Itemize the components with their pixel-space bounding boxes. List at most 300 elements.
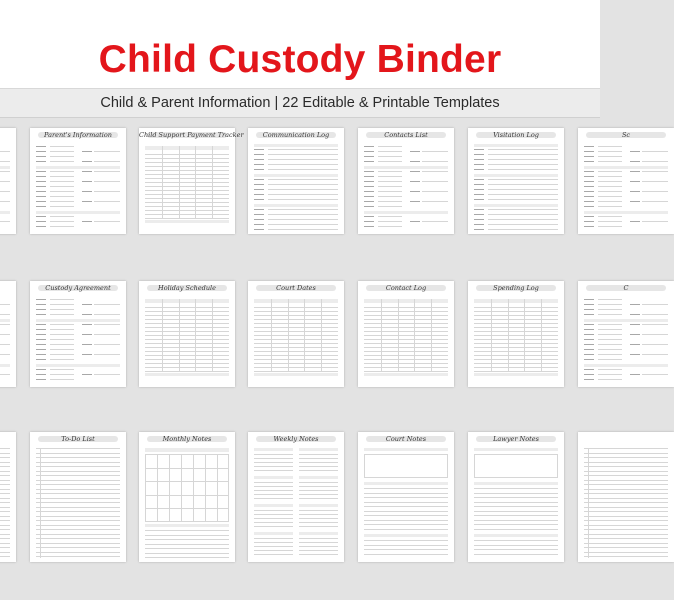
- template-line: [268, 194, 338, 195]
- template-line: [50, 344, 74, 345]
- template-line: [36, 156, 46, 157]
- template-line: [268, 164, 338, 165]
- template-line: [474, 327, 558, 328]
- template-line: [36, 166, 120, 169]
- template-line: [36, 201, 46, 202]
- template-line: [82, 201, 92, 202]
- template-line: [82, 171, 92, 172]
- template-line: [145, 210, 229, 211]
- template-line: [36, 520, 120, 521]
- template-line: [299, 518, 338, 519]
- template-line: [488, 154, 558, 155]
- template-line: [36, 299, 46, 300]
- template-line: [488, 194, 558, 195]
- template-line: [364, 493, 448, 494]
- template-line: [145, 198, 229, 199]
- template-line: [254, 311, 338, 312]
- template-line: [36, 309, 46, 310]
- template-line: [474, 502, 558, 503]
- template-line: [145, 481, 229, 482]
- template-line: [598, 304, 622, 305]
- template-line: [0, 498, 10, 499]
- template-line: [598, 334, 622, 335]
- template-line: [50, 359, 74, 360]
- template-line: [598, 206, 622, 207]
- template-line: [36, 206, 46, 207]
- template-line: [36, 538, 120, 539]
- template-line: [299, 482, 338, 483]
- template-line: [474, 355, 558, 356]
- template-line: [584, 462, 668, 463]
- template-line: [82, 151, 92, 152]
- template-line: [0, 489, 10, 490]
- template-line: [254, 494, 293, 495]
- template-line: [474, 549, 558, 550]
- template-line: [0, 520, 10, 521]
- template-line: [598, 201, 622, 202]
- template-line: [584, 466, 668, 467]
- template-page: [139, 128, 244, 234]
- template-line: [474, 184, 484, 185]
- template-line: [36, 502, 120, 503]
- template-line: [145, 190, 229, 191]
- template-line: [299, 448, 338, 451]
- template-line: [584, 226, 594, 227]
- template-line: [630, 151, 640, 152]
- template-line: [145, 371, 229, 372]
- template-line: [36, 489, 120, 490]
- template-line: [145, 530, 229, 531]
- template-line: [0, 354, 10, 355]
- template-line: [0, 547, 10, 548]
- template-page: [248, 281, 344, 387]
- template-line: [642, 221, 668, 222]
- template-line: [364, 515, 448, 516]
- template-line: [630, 344, 640, 345]
- template-title: Parent's Information: [44, 131, 112, 139]
- template-page: [468, 432, 564, 562]
- template-line: [584, 448, 668, 449]
- template-line: [630, 304, 640, 305]
- template-line: [145, 524, 229, 527]
- template-line: [254, 149, 264, 150]
- template-line: [50, 201, 74, 202]
- template-line: [364, 201, 374, 202]
- template-line: [36, 304, 46, 305]
- template-line: [254, 144, 338, 147]
- template-title: Holiday Schedule: [158, 284, 216, 292]
- template-line: [268, 219, 338, 220]
- template-line: [598, 161, 622, 162]
- template-line: [0, 457, 10, 458]
- template-line: [364, 335, 448, 336]
- template-line: [364, 373, 448, 376]
- template-line: [598, 171, 622, 172]
- template-line: [474, 347, 558, 348]
- template-line: [0, 166, 10, 169]
- template-line: [598, 226, 622, 227]
- template-line: [50, 314, 74, 315]
- template-line: [474, 529, 558, 530]
- template-line: [36, 211, 120, 214]
- template-line: [50, 206, 74, 207]
- template-line: [254, 490, 293, 491]
- template-page: [0, 128, 16, 234]
- template-line: [474, 219, 484, 220]
- template-line: [254, 355, 338, 356]
- template-line: [584, 186, 594, 187]
- template-line: [584, 379, 594, 380]
- template-line: [364, 161, 374, 162]
- template-line: [36, 176, 46, 177]
- template-line: [0, 319, 10, 322]
- template-line: [474, 359, 558, 360]
- template-page: [139, 281, 235, 387]
- template-line: [584, 191, 594, 192]
- template-line: [364, 151, 374, 152]
- template-line: [378, 171, 402, 172]
- template-line: [36, 221, 46, 222]
- template-line: [254, 542, 293, 543]
- template-line: [0, 462, 10, 463]
- template-line: [254, 299, 338, 303]
- template-line: [474, 493, 558, 494]
- template-line: [584, 359, 594, 360]
- template-line: [584, 520, 668, 521]
- template-line: [584, 334, 594, 335]
- template-line: [584, 457, 668, 458]
- template-line: [474, 224, 484, 225]
- template-line: [642, 161, 668, 162]
- template-title: Monthly Notes: [162, 435, 212, 443]
- template-line: [630, 374, 640, 375]
- template-line: [145, 343, 229, 344]
- template-line: [50, 161, 74, 162]
- template-line: [299, 490, 338, 491]
- template-line: [254, 327, 338, 328]
- template-line: [94, 201, 120, 202]
- template-line: [598, 329, 622, 330]
- template-line: [94, 344, 120, 345]
- template-line: [474, 497, 558, 498]
- template-line: [364, 191, 374, 192]
- template-line: [36, 516, 120, 517]
- template-line: [474, 189, 484, 190]
- template-line: [36, 511, 120, 512]
- template-line: [94, 374, 120, 375]
- template-line: [410, 201, 420, 202]
- template-line: [410, 161, 420, 162]
- template-line: [474, 363, 558, 364]
- template-line: [268, 169, 338, 170]
- template-line: [364, 226, 374, 227]
- template-line: [474, 174, 558, 177]
- template-line: [378, 161, 402, 162]
- template-line: [0, 453, 10, 454]
- template-line: [299, 462, 338, 463]
- template-line: [299, 538, 338, 539]
- template-line: [598, 176, 622, 177]
- template-line: [584, 364, 668, 367]
- template-line: [0, 507, 10, 508]
- template-line: [584, 529, 668, 530]
- template-page: [30, 128, 126, 234]
- template-line: [145, 335, 229, 336]
- template-line: [299, 542, 338, 543]
- template-line: [50, 226, 74, 227]
- template-line: [474, 545, 558, 546]
- template-line: [0, 534, 10, 535]
- template-line: [82, 334, 92, 335]
- template-line: [254, 470, 293, 471]
- template-line: [254, 209, 264, 210]
- template-line: [145, 166, 229, 167]
- template-line: [398, 299, 399, 371]
- template-line: [364, 327, 448, 328]
- template-line: [145, 174, 229, 175]
- template-line: [268, 214, 338, 215]
- template-line: [598, 344, 622, 345]
- template-line: [474, 315, 558, 316]
- template-line: [145, 299, 229, 303]
- template-line: [145, 327, 229, 328]
- template-line: [364, 549, 448, 550]
- template-line: [474, 540, 558, 541]
- template-line: [598, 349, 622, 350]
- template-line: [82, 314, 92, 315]
- template-line: [0, 181, 10, 182]
- template-line: [584, 538, 668, 539]
- template-line: [268, 159, 338, 160]
- template-line: [364, 363, 448, 364]
- template-line: [508, 299, 509, 371]
- template-line: [598, 379, 622, 380]
- template-line: [50, 146, 74, 147]
- template-line: [0, 484, 10, 485]
- template-line: [145, 448, 229, 452]
- template-line: [584, 216, 594, 217]
- template-line: [254, 448, 293, 451]
- template-line: [254, 307, 338, 308]
- template-line: [364, 319, 448, 320]
- template-title: Child Support Payment Tracker: [139, 131, 244, 139]
- template-line: [0, 543, 10, 544]
- template-line: [50, 171, 74, 172]
- template-line: [410, 191, 420, 192]
- template-line: [36, 556, 120, 557]
- template-line: [0, 525, 10, 526]
- template-line: [94, 181, 120, 182]
- template-line: [474, 515, 558, 516]
- template-line: [474, 319, 558, 320]
- template-line: [145, 553, 229, 554]
- template-line: [364, 511, 448, 512]
- template-line: [304, 299, 305, 371]
- template-page: [248, 128, 344, 234]
- template-line: [584, 547, 668, 548]
- template-line: [410, 221, 420, 222]
- template-line: [642, 181, 668, 182]
- template-line: [598, 196, 622, 197]
- template-line: [94, 324, 120, 325]
- template-line: [584, 453, 668, 454]
- template-line: [488, 199, 558, 200]
- template-line: [254, 339, 338, 340]
- template-line: [268, 179, 338, 180]
- template-page: [30, 432, 126, 562]
- template-line: [36, 493, 120, 494]
- template-page: [30, 281, 126, 387]
- template-line: [254, 164, 264, 165]
- template-title: Visitation Log: [493, 131, 539, 139]
- template-line: [0, 171, 10, 172]
- template-line: [378, 151, 402, 152]
- template-line: [584, 525, 668, 526]
- template-line: [36, 529, 120, 530]
- template-line: [474, 194, 484, 195]
- page-subtitle: Child & Parent Information | 22 Editable & Printable Templates: [100, 95, 500, 111]
- template-line: [584, 304, 594, 305]
- template-line: [598, 339, 622, 340]
- template-line: [145, 339, 229, 340]
- template-line: [299, 504, 338, 507]
- template-line: [299, 554, 338, 555]
- template-line: [422, 151, 448, 152]
- template-line: [299, 454, 338, 455]
- template-title: C: [623, 284, 629, 292]
- template-line: [145, 373, 229, 376]
- template-line: [364, 299, 448, 303]
- template-line: [598, 191, 622, 192]
- template-line: [642, 191, 668, 192]
- template-line: [474, 209, 484, 210]
- template-line: [474, 520, 558, 521]
- template-line: [474, 482, 558, 485]
- template-line: [0, 344, 10, 345]
- template-line: [474, 343, 558, 344]
- template-line: [254, 538, 293, 539]
- template-line: [254, 331, 338, 332]
- template-line: [254, 546, 293, 547]
- template-title: Court Dates: [276, 284, 316, 292]
- template-line: [145, 331, 229, 332]
- template-line: [0, 471, 10, 472]
- template-line: [145, 158, 229, 159]
- template-title: Weekly Notes: [273, 435, 319, 443]
- template-title: Contacts List: [384, 131, 428, 139]
- template-line: [50, 339, 74, 340]
- template-title: To-Do List: [61, 435, 95, 443]
- template-line: [145, 359, 229, 360]
- template-line: [378, 221, 402, 222]
- template-line: [254, 315, 338, 316]
- template-line: [584, 221, 594, 222]
- template-line: [584, 151, 594, 152]
- template-line: [145, 323, 229, 324]
- template-line: [145, 182, 229, 183]
- template-line: [254, 550, 293, 551]
- template-page: [0, 432, 16, 562]
- template-line: [254, 373, 338, 376]
- template-line: [364, 331, 448, 332]
- template-line: [364, 323, 448, 324]
- template-line: [145, 557, 229, 558]
- template-line: [50, 309, 74, 310]
- template-line: [584, 181, 594, 182]
- template-line: [254, 514, 293, 515]
- template-line: [584, 374, 594, 375]
- template-line: [488, 219, 558, 220]
- template-line: [364, 181, 374, 182]
- template-line: [0, 304, 10, 305]
- template-line: [254, 194, 264, 195]
- template-line: [254, 174, 338, 177]
- template-line: [36, 216, 46, 217]
- template-line: [630, 161, 640, 162]
- template-line: [0, 493, 10, 494]
- template-line: [254, 458, 293, 459]
- template-line: [299, 486, 338, 487]
- template-line: [36, 196, 46, 197]
- template-line: [642, 314, 668, 315]
- template-line: [50, 176, 74, 177]
- template-line: [299, 522, 338, 523]
- template-title: Custody Agreement: [45, 284, 111, 292]
- template-line: [94, 314, 120, 315]
- template-line: [50, 156, 74, 157]
- template-line: [378, 146, 402, 147]
- template-line: [50, 334, 74, 335]
- template-line: [364, 520, 448, 521]
- template-line: [299, 514, 338, 515]
- template-line: [474, 448, 558, 451]
- template-line: [474, 149, 484, 150]
- template-line: [36, 314, 46, 315]
- template-line: [364, 506, 448, 507]
- template-line: [299, 546, 338, 547]
- template-line: [378, 186, 402, 187]
- template-line: [364, 216, 374, 217]
- template-line: [212, 299, 213, 371]
- template-line: [364, 497, 448, 498]
- template-title: Court Notes: [385, 435, 427, 443]
- template-line: [584, 480, 668, 481]
- template-line: [584, 349, 594, 350]
- template-line: [217, 454, 218, 522]
- template-line: [474, 454, 558, 478]
- template-line: [488, 159, 558, 160]
- template-line: [162, 299, 163, 371]
- template-line: [145, 186, 229, 187]
- template-line: [364, 545, 448, 546]
- template-line: [145, 202, 229, 203]
- template-line: [488, 164, 558, 165]
- template-line: [254, 454, 293, 455]
- template-line: [50, 374, 74, 375]
- template-line: [584, 552, 668, 553]
- template-line: [36, 171, 46, 172]
- template-title: Sc: [621, 131, 631, 139]
- template-line: [598, 359, 622, 360]
- template-line: [364, 311, 448, 312]
- template-line: [254, 335, 338, 336]
- template-line: [584, 471, 668, 472]
- template-line: [254, 482, 293, 483]
- template-line: [584, 299, 594, 300]
- template-line: [36, 186, 46, 187]
- template-line: [36, 543, 120, 544]
- template-line: [364, 186, 374, 187]
